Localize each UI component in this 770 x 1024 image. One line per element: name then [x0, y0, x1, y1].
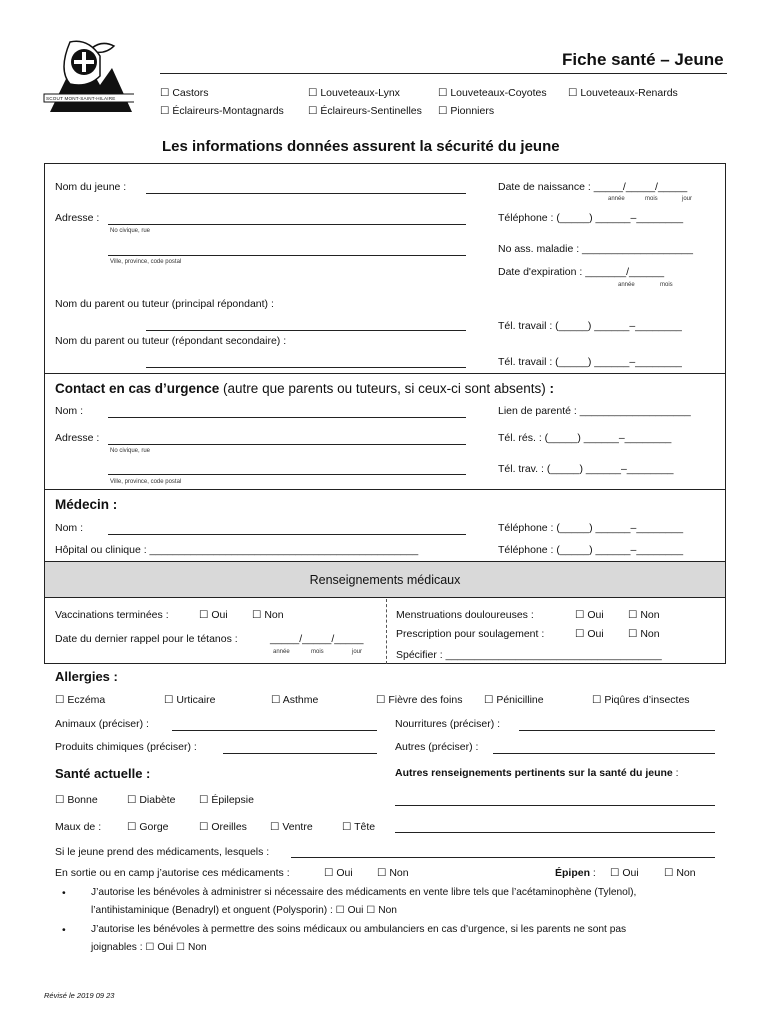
mens-yes[interactable]: ☐ Oui: [575, 609, 604, 621]
auth1-line1: J’autorise les bénévoles à administrer si nécessaire des médicaments en vente libre tels que l’acétaminophène (Tylenol),: [91, 887, 637, 898]
relation-label[interactable]: Lien de parenté : ___________________: [498, 405, 691, 417]
epipen-colon: :: [590, 867, 596, 879]
vacc-label: Vaccinations terminées :: [55, 609, 169, 621]
doctor-name-field[interactable]: [108, 534, 466, 535]
allergy-penicilline[interactable]: ☐ Pénicilline: [484, 694, 544, 706]
auth1-line2[interactable]: l’antihistaminique (Benadryl) et onguent (Polysporin) : ☐ Oui ☐ Non: [91, 905, 397, 916]
address-field-2[interactable]: [108, 255, 466, 256]
camp-yes[interactable]: ☐ Oui: [324, 867, 353, 879]
branch-louveteaux-renards[interactable]: ☐ Louveteaux-Renards: [568, 87, 678, 99]
mens-no[interactable]: ☐ Non: [628, 609, 660, 621]
work1-label[interactable]: Tél. travail : (_____) ______–________: [498, 320, 682, 332]
epipen-label: [555, 867, 596, 879]
other-info-title-bold: Autres renseignements pertinents sur la santé du jeune: [395, 767, 673, 779]
emergency-address-label: Adresse :: [55, 432, 100, 444]
epipen-label-bold: Épipen: [555, 867, 591, 879]
others-field[interactable]: [493, 753, 715, 754]
revision-date: Révisé le 2019 09 23: [44, 991, 115, 1000]
auth2-line1: J’autorise les bénévoles à permettre des soins médicaux ou ambulanciers en cas d’urgence, si les parents ne sont pas: [91, 924, 627, 935]
expiry-hint-month: mois: [660, 282, 673, 288]
branch-eclaireurs-montagnards[interactable]: ☐ Éclaireurs-Montagnards: [160, 105, 284, 117]
parent1-field[interactable]: [146, 330, 466, 331]
name-field[interactable]: [146, 193, 466, 194]
branch-louveteaux-coyotes[interactable]: ☐ Louveteaux-Coyotes: [438, 87, 547, 99]
emergency-name-field[interactable]: [108, 417, 466, 418]
meds-label: Si le jeune prend des médicaments, lesquels :: [55, 846, 270, 858]
doctor-phone2-label[interactable]: Téléphone : (_____) ______–________: [498, 544, 684, 556]
address-field-1[interactable]: [108, 224, 466, 225]
doctor-phone1-label[interactable]: Téléphone : (_____) ______–________: [498, 522, 684, 534]
other-info-field-1[interactable]: [395, 805, 715, 806]
pain-gorge[interactable]: ☐ Gorge: [127, 821, 169, 833]
other-info-title: [395, 767, 679, 779]
emergency-address-field-1[interactable]: [108, 444, 466, 445]
emergency-city-hint: Ville, province, code postal: [110, 479, 182, 485]
branch-pionniers[interactable]: ☐ Pionniers: [438, 105, 495, 117]
health-title: Santé actuelle :: [55, 766, 151, 781]
auth1-bullet: •: [62, 887, 66, 899]
work2-label[interactable]: Tél. travail : (_____) ______–________: [498, 356, 682, 368]
phone-label[interactable]: Téléphone : (_____) ______–________: [498, 212, 684, 224]
doctor-name-label: Nom :: [55, 522, 84, 534]
presc-label: Prescription pour soulagement :: [396, 628, 545, 640]
branch-eclaireurs-sentinelles[interactable]: ☐ Éclaireurs-Sentinelles: [308, 105, 422, 117]
tetanus-hint-day: jour: [352, 649, 363, 655]
camp-label: En sortie ou en camp j’autorise ces médicaments :: [55, 867, 290, 879]
dob-hint-month: mois: [645, 196, 658, 202]
logo: [42, 40, 134, 118]
other-info-field-2[interactable]: [395, 832, 715, 833]
mens-label: Menstruations douloureuses :: [396, 609, 534, 621]
epipen-no[interactable]: ☐ Non: [664, 867, 696, 879]
auth2-bullet: •: [62, 924, 66, 936]
other-info-colon: :: [672, 767, 679, 779]
tetanus-hint-month: mois: [311, 649, 324, 655]
parent2-label: Nom du parent ou tuteur (répondant secondaire) :: [55, 335, 287, 347]
tetanus-label: Date du dernier rappel pour le tétanos :: [55, 633, 238, 645]
chem-label: Produits chimiques (préciser) :: [55, 741, 197, 753]
expiry-hint-year: année: [618, 282, 635, 288]
emergency-address-field-2[interactable]: [108, 474, 466, 475]
pain-label: Maux de :: [55, 821, 102, 833]
page-subtitle: Les informations données assurent la sécurité du jeune: [162, 138, 560, 155]
vacc-yes[interactable]: ☐ Oui: [199, 609, 228, 621]
health-epilepsie[interactable]: ☐ Épilepsie: [199, 794, 254, 806]
branch-castors[interactable]: ☐ Castors: [160, 87, 209, 99]
epipen-yes[interactable]: ☐ Oui: [610, 867, 639, 879]
allergy-piqures[interactable]: ☐ Piqûres d’insectes: [592, 694, 690, 706]
branch-louveteaux-lynx[interactable]: ☐ Louveteaux-Lynx: [308, 87, 400, 99]
title-rule: [160, 73, 727, 74]
work-phone-label[interactable]: Tél. trav. : (_____) ______–________: [498, 463, 674, 475]
dob-label[interactable]: Date de naissance : _____/_____/_____: [498, 181, 688, 193]
emergency-title-rest: (autre que parents ou tuteurs, si ceux-ci sont absents): [219, 381, 546, 396]
civic-hint: No civique, rue: [110, 228, 151, 234]
home-phone-label[interactable]: Tél. rés. : (_____) ______–________: [498, 432, 672, 444]
animals-label: Animaux (préciser) :: [55, 718, 149, 730]
parent2-field[interactable]: [146, 367, 466, 368]
medical-section-title: Renseignements médicaux: [309, 573, 461, 587]
tetanus-hint-year: année: [273, 649, 290, 655]
page-title: Fiche santé – Jeune: [562, 50, 724, 69]
pain-ventre[interactable]: ☐ Ventre: [270, 821, 313, 833]
presc-no[interactable]: ☐ Non: [628, 628, 660, 640]
allergy-urticaire[interactable]: ☐ Urticaire: [164, 694, 216, 706]
food-field[interactable]: [519, 730, 715, 731]
expiry-label[interactable]: Date d'expiration : _______/______: [498, 266, 665, 278]
allergy-eczema[interactable]: ☐ Eczéma: [55, 694, 106, 706]
pain-oreilles[interactable]: ☐ Oreilles: [199, 821, 247, 833]
dob-hint-day: jour: [682, 196, 693, 202]
specify-label[interactable]: Spécifier : _____________________________________: [396, 649, 662, 661]
address-label: Adresse :: [55, 212, 100, 224]
animals-field[interactable]: [172, 730, 377, 731]
food-label: Nourritures (préciser) :: [395, 718, 501, 730]
logo-banner-text: SCOUT MONT-SAINT-HILAIRE: [46, 95, 116, 101]
pain-tete[interactable]: ☐ Tête: [342, 821, 376, 833]
emergency-title-colon: :: [545, 381, 554, 396]
scout-logo-icon: [42, 40, 134, 118]
allergy-asthme[interactable]: ☐ Asthme: [271, 694, 319, 706]
hospital-label[interactable]: Hôpital ou clinique : ______________________________________________: [55, 544, 419, 556]
name-label: Nom du jeune :: [55, 181, 127, 193]
meds-field[interactable]: [291, 857, 715, 858]
emergency-civic-hint: No civique, rue: [110, 448, 151, 454]
emergency-title-bold: Contact en cas d’urgence: [55, 381, 220, 396]
dob-hint-year: année: [608, 196, 625, 202]
vaccination-divider: [386, 599, 387, 664]
tetanus-field[interactable]: _____/_____/_____: [270, 633, 364, 645]
city-hint: Ville, province, code postal: [110, 259, 182, 265]
ramq-label[interactable]: No ass. maladie : ___________________: [498, 243, 693, 255]
vacc-no[interactable]: ☐ Non: [252, 609, 284, 621]
others-label: Autres (préciser) :: [395, 741, 479, 753]
doctor-title: Médecin :: [55, 497, 118, 512]
emergency-title: [55, 381, 554, 396]
auth2-line2[interactable]: joignables : ☐ Oui ☐ Non: [91, 942, 207, 953]
presc-yes[interactable]: ☐ Oui: [575, 628, 604, 640]
emergency-name-label: Nom :: [55, 405, 84, 417]
chem-field[interactable]: [223, 753, 377, 754]
camp-no[interactable]: ☐ Non: [377, 867, 409, 879]
allergy-fievre-des-foins[interactable]: ☐ Fièvre des foins: [376, 694, 463, 706]
health-bonne[interactable]: ☐ Bonne: [55, 794, 98, 806]
health-diabete[interactable]: ☐ Diabète: [127, 794, 176, 806]
parent1-label: Nom du parent ou tuteur (principal répondant) :: [55, 298, 274, 310]
allergies-title: Allergies :: [55, 669, 118, 684]
